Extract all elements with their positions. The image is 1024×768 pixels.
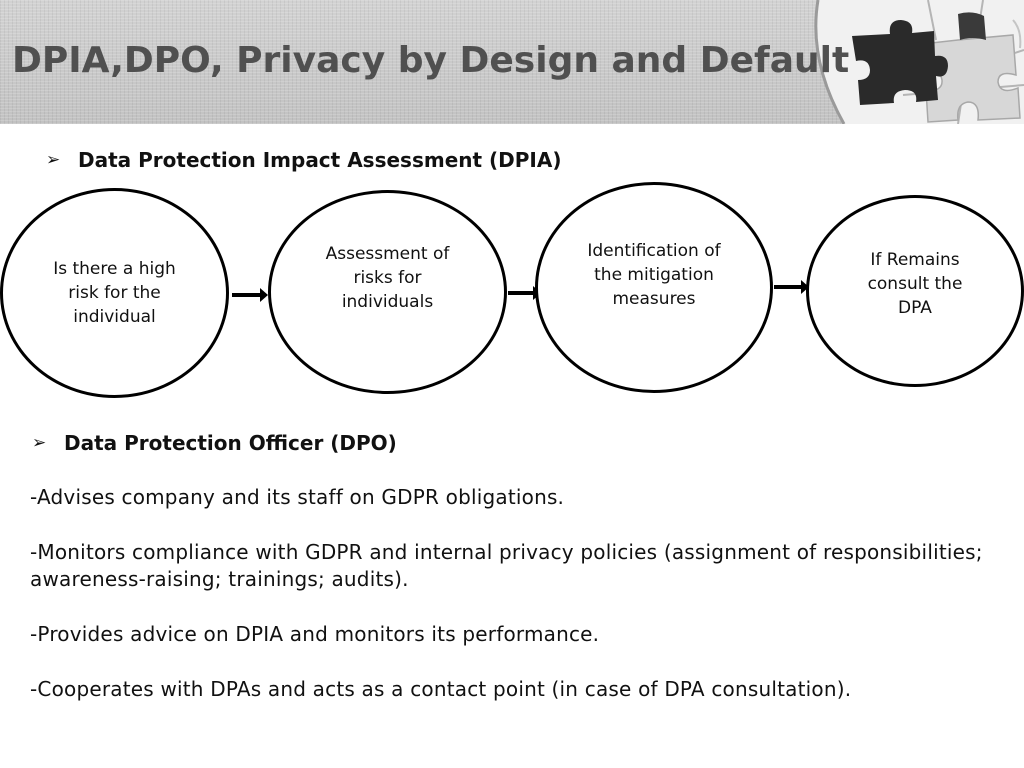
dpo-duty-line: -Cooperates with DPAs and acts as a contact point (in case of DPA consultation).	[30, 677, 852, 701]
dpo-section-heading	[32, 431, 397, 455]
arrow-bullet-icon: ➢	[46, 150, 61, 170]
dpia-step-2-label: Assessment of risks for individuals	[325, 244, 450, 312]
dpia-step-4-label: If Remains consult the DPA	[867, 250, 963, 318]
header-banner	[0, 0, 1024, 124]
dpo-duties-list	[30, 484, 990, 731]
dpo-duty-line: -Monitors compliance with GDPR and internal privacy policies (assignment of responsibilities; awareness-raising; trainings; audits).	[30, 540, 983, 591]
dpo-heading-text: Data Protection Officer (DPO)	[64, 431, 397, 455]
page-title: DPIA,DPO, Privacy by Design and Default	[12, 40, 850, 81]
dpia-step-3	[535, 182, 773, 393]
flow-arrow-icon	[774, 285, 803, 289]
dpo-duty-line: -Advises company and its staff on GDPR obligations.	[30, 485, 565, 509]
dpia-heading-text: Data Protection Impact Assessment (DPIA)	[78, 148, 562, 172]
dpo-duty-line: -Provides advice on DPIA and monitors its performance.	[30, 622, 600, 646]
dpia-step-3-label: Identification of the mitigation measures	[587, 240, 721, 309]
flow-arrow-icon	[508, 291, 535, 295]
arrow-bullet-icon: ➢	[32, 433, 47, 453]
dpia-step-4	[806, 195, 1024, 387]
dpia-step-2	[268, 190, 507, 394]
dpia-step-1	[0, 188, 229, 398]
flow-arrow-icon	[232, 293, 262, 297]
dpia-step-1-label: Is there a high risk for the individual	[53, 259, 176, 327]
dpia-section-heading	[46, 148, 561, 172]
